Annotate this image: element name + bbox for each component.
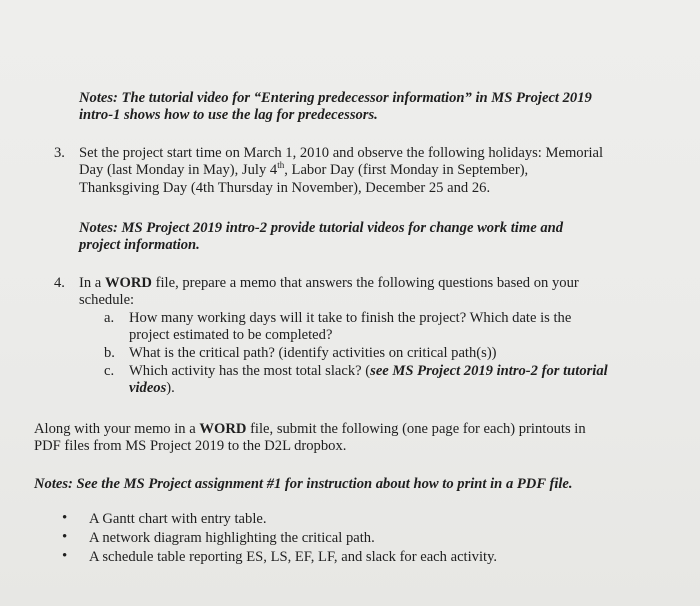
sub-item-b (104, 345, 497, 362)
bullet-icon: • (62, 529, 68, 545)
item-line: In a WORD file, prepare a memo that answers the following questions based on your (79, 275, 579, 291)
sub-line: Which activity has the most total slack? (see MS Project 2019 intro-2 for tutorial (129, 363, 608, 379)
note-line: intro-1 shows how to use the lag for predecessors. (79, 107, 378, 124)
submission-paragraph (34, 421, 586, 456)
item-line: Thanksgiving Day (4th Thursday in November), December 25 and 26. (79, 179, 491, 196)
paragraph-line: Along with your memo in a WORD file, submit the following (one page for each) printouts in (34, 421, 586, 437)
paragraph-line: PDF files from MS Project 2019 to the D2L dropbox. (34, 438, 347, 455)
sub-line: videos). (129, 380, 175, 397)
sub-label: a. (104, 310, 115, 326)
sub-label: b. (104, 345, 115, 361)
item-line: schedule: (79, 292, 135, 309)
note-line: Notes: MS Project 2019 intro-2 provide tutorial videos for change work time and (79, 220, 564, 236)
list-item-4 (54, 275, 674, 310)
note-pdf-instructions: Notes: See the MS Project assignment #1 for instruction about how to print in a PDF file. (34, 476, 573, 492)
item-number: 3. (54, 145, 65, 161)
sub-item-a (104, 310, 571, 345)
note-line: Notes: The tutorial video for “Entering predecessor information” in MS Project 2019 (79, 90, 592, 106)
document-page: Notes: The tutorial video for “Entering predecessor information” in MS Project 2019 intro-1 shows how to use the lag for predecessors. 3. Set the project start time on March 1, 2010 and observe the following holidays: Memorial Day (last Monday in May), July 4th, Labor Day (first Monday in September), Thanksgiving Day (4th Thursday in November), December 25 and 26. Notes: MS Project 2019 intro-2 provide tutorial videos for change work time and project information. 4. In a WORD file, prepare a memo that answers the following questions based on your schedule: a. How many working days will it take to finish the project? Which date is the project estimated to be completed? b. What is the critical path? (identify activities on critical path(s)) c. Which activity has the most total slack? (see MS Project 2019 intro-2 for tutorial videos). Along with your memo in a WORD file, submit the following (one page for each) printouts in PDF files from MS Project 2019 to the D2L dropbox. Notes: See the MS Project assignment #1 for instruction about how to print in a PDF file. • A Gantt chart with entry table. • A network diagram highlighting the critical path. • A schedule table reporting ES, LS, EF, LF, and slack for each activity. (0, 0, 700, 606)
sub-line: What is the critical path? (identify activities on critical path(s)) (129, 345, 497, 361)
note-work-time-tutorial (79, 220, 563, 255)
bullet-icon: • (62, 510, 68, 526)
sub-label: c. (104, 363, 115, 379)
bullet-icon: • (62, 548, 68, 564)
sub-item-c (104, 363, 608, 398)
sub-line: How many working days will it take to finish the project? Which date is the (129, 310, 572, 326)
item-line: Set the project start time on March 1, 2010 and observe the following holidays: Memorial (79, 145, 604, 161)
note-predecessor-tutorial (79, 90, 592, 125)
sub-line: project estimated to be completed? (129, 327, 333, 344)
list-item-3 (54, 145, 674, 197)
item-number: 4. (54, 275, 65, 291)
item-line: Day (last Monday in May), July 4th, Labor Day (first Monday in September), (79, 160, 529, 179)
note-line: project information. (79, 237, 200, 254)
